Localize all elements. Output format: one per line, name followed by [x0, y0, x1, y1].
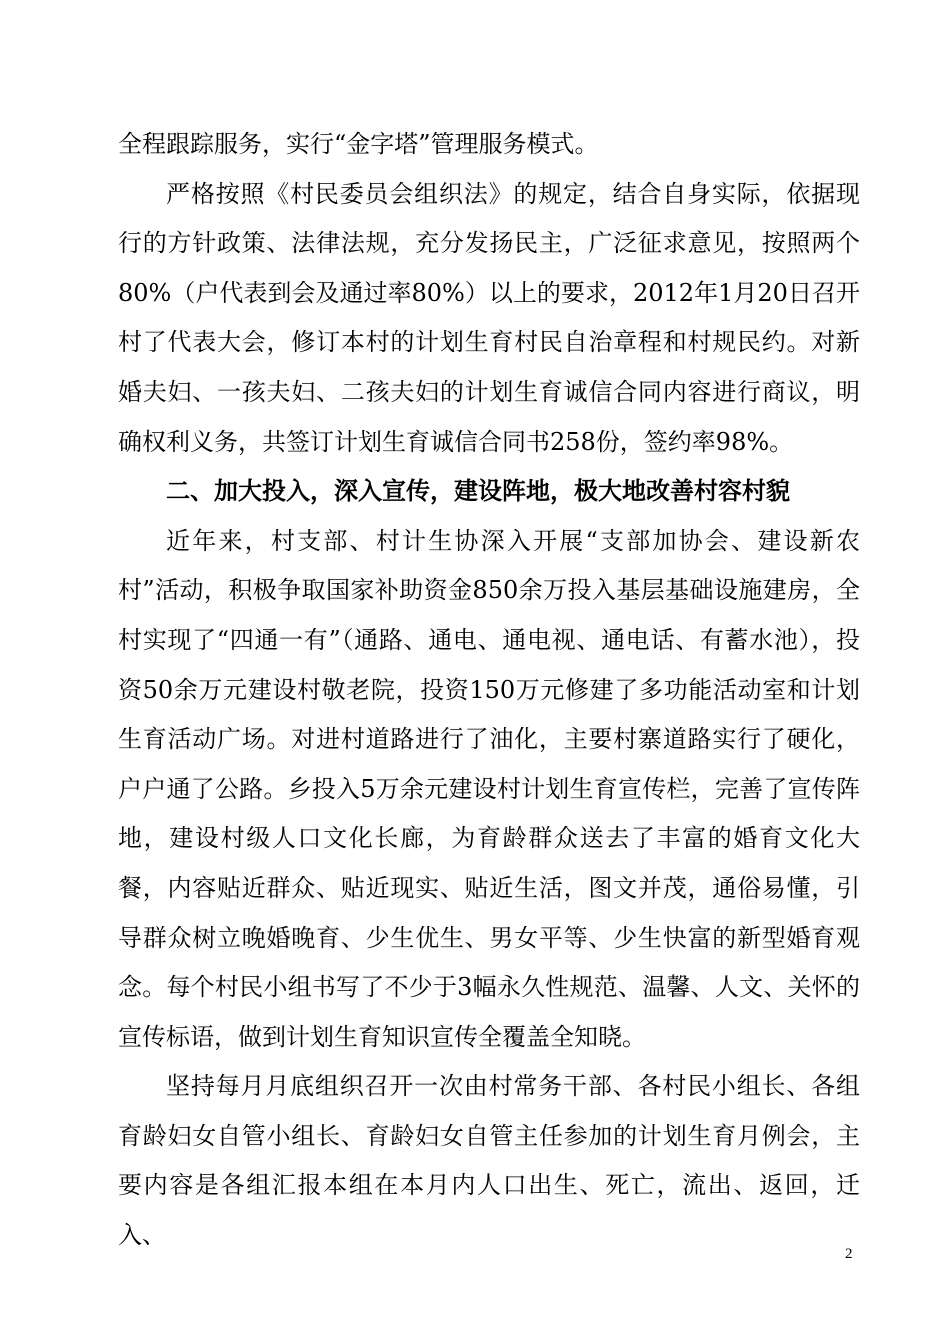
document-body [118, 120, 860, 1261]
paragraph-continuation: 全程跟踪服务，实行“金字塔”管理服务模式。 [118, 130, 599, 158]
paragraph-infrastructure-investment: 近年来，村支部、村计生协深入开展“支部加协会、建设新农村”活动，积极争取国家补助资金850余万投入基层基础设施建房，全村实现了“四通一有”（通路、通电、通电视、通电话、有蓄水池），投资50余万元建设村敬老院，投资150万元修建了多功能活动室和计划生育活动广场。对进村道路进行了油化，主要村寨道路实行了硬化，户户通了公路。乡投入5万余元建设村计划生育宣传栏，完善了宣传阵地，建设村级人口文化长廊，为育龄群众送去了丰富的婚育文化大餐，内容贴近群众、贴近现实、贴近生活，图文并茂，通俗易懂，引导群众树立晚婚晚育、少生优生、男女平等、少生快富的新型婚育观念。每个村民小组书写了不少于3幅永久性规范、温馨、人文、关怀的宣传标语，做到计划生育知识宣传全覆盖全知晓。 [118, 526, 860, 1051]
paragraph-monthly-meeting: 坚持每月月底组织召开一次由村常务干部、各村民小组长、各组育龄妇女自管小组长、育龄妇女自管主任参加的计划生育月例会，主要内容是各组汇报本组在本月内人口出生、死亡，流出、返回，迁入、 [118, 1072, 860, 1250]
section-heading-two: 二、加大投入，深入宣传，建设阵地，极大地改善村容村貌 [166, 477, 790, 506]
page-number: 2 [845, 1246, 853, 1262]
paragraph-village-regulations: 严格按照《村民委员会组织法》的规定，结合自身实际，依据现行的方针政策、法律法规，充分发扬民主，广泛征求意见，按照两个80%（户代表到会及通过率80%）以上的要求，2012年1月20日召开村了代表大会，修订本村的计划生育村民自治章程和村规民约。对新婚夫妇、一孩夫妇、二孩夫妇的计划生育诚信合同内容进行商议，明确权利义务，共签订计划生育诚信合同书258份，签约率98%。 [118, 179, 860, 456]
